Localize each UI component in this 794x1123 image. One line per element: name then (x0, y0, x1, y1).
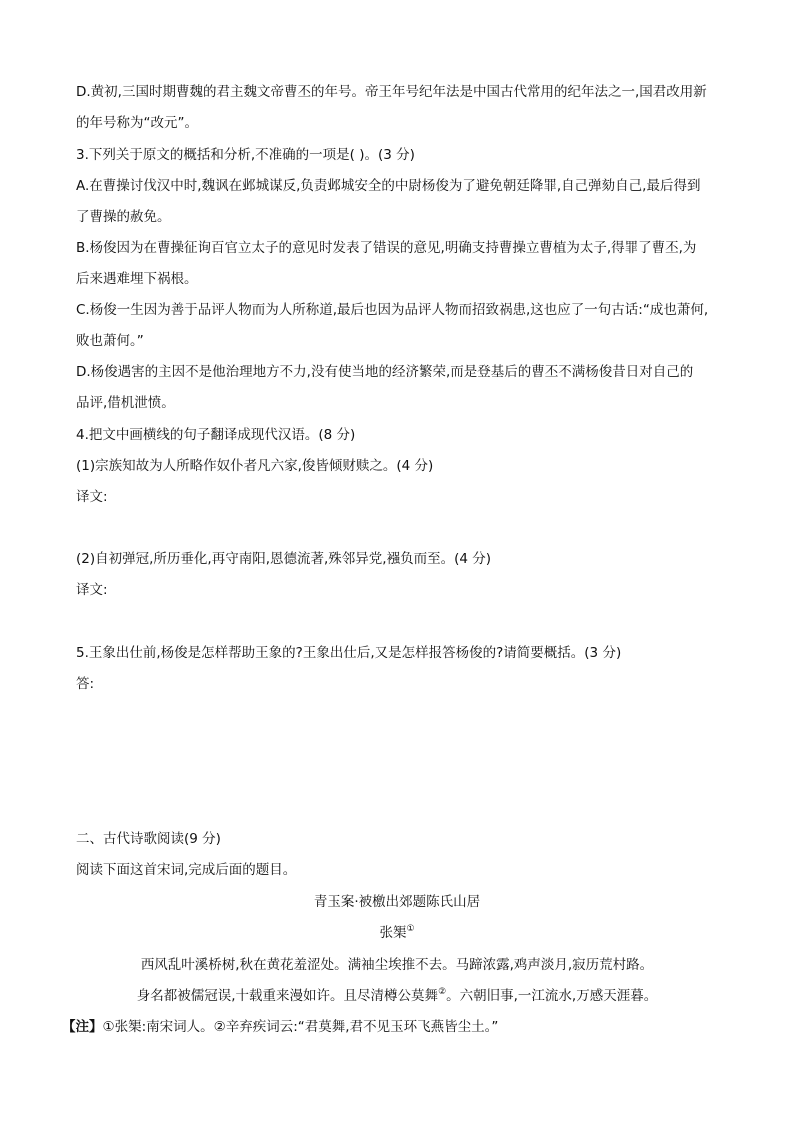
q2-option-d-line1: D.黄初,三国时期曹魏的君主魏文帝曹丕的年号。帝王年号纪年法是中国古代常用的纪年法之一,国君改用新 (76, 84, 707, 100)
q2-option-d-line2: 的年号称为“改元”。 (76, 115, 198, 131)
section2-heading: 二、古代诗歌阅读(9 分) (76, 831, 221, 847)
q4-sub1-answer-label: 译文: (76, 489, 108, 505)
q4-sub1: (1)宗族知故为人所略作奴仆者凡六家,俊皆倾财赎之。(4 分) (76, 458, 434, 474)
q3-option-d-line1: D.杨俊遇害的主因不是他治理地方不力,没有使当地的经济繁荣,而是登基后的曹丕不满杨俊昔日对自己的 (76, 364, 694, 380)
q4-sub2-answer-label: 译文: (76, 582, 108, 598)
poem-author-line (0, 923, 794, 943)
notes-text: ①张榘:南宋词人。②辛弃疾词云:“君莫舞,君不见玉环飞燕皆尘土。” (102, 1019, 499, 1035)
author-note-mark: ① (406, 924, 415, 934)
verse2-part1: 身名都被儒冠误,十载重来漫如许。且尽清樽公莫舞 (136, 988, 439, 1004)
q4-sub2: (2)自初弹冠,所历垂化,再守南阳,恩德流著,殊邻异党,襁负而至。(4 分) (76, 551, 491, 567)
q3-option-c-line1: C.杨俊一生因为善于品评人物而为人所称道,最后也因为品评人物而招致祸患,这也应了一句古话:“成也萧何, (76, 302, 709, 318)
q3-option-a-line1: A.在曹操讨伐汉中时,魏讽在邺城谋反,负责邺城安全的中尉杨俊为了避免朝廷降罪,自己弹劾自己,最后得到 (76, 178, 701, 194)
verse2-note-mark: ② (438, 987, 447, 997)
q3-option-b-line2: 后来遇难埋下祸根。 (76, 271, 198, 287)
poem-verse1: 西风乱叶溪桥树,秋在黄花羞涩处。满袖尘埃推不去。马蹄浓露,鸡声淡月,寂历荒村路。 (140, 957, 654, 973)
q4-stem: 4.把文中画横线的句子翻译成现代汉语。(8 分) (76, 427, 356, 443)
verse2-part2: 。六朝旧事,一江流水,万感天涯暮。 (446, 988, 658, 1004)
poem-notes (62, 1017, 712, 1037)
poem-author: 张榘 (379, 925, 407, 941)
q5-stem: 5.王象出仕前,杨俊是怎样帮助王象的?王象出仕后,又是怎样报答杨俊的?请简要概括。(3 分) (76, 645, 622, 661)
poem-verse2 (0, 986, 794, 1006)
poem-title: 青玉案·被檄出郊题陈氏山居 (313, 894, 481, 910)
section2-instruction: 阅读下面这首宋词,完成后面的题目。 (76, 862, 297, 878)
q3-option-b-line1: B.杨俊因为在曹操征询百官立太子的意见时发表了错误的意见,明确支持曹操立曹植为太子,得罪了曹丕,为 (76, 240, 697, 256)
q3-option-d-line2: 品评,借机泄愤。 (76, 395, 175, 411)
notes-label: 【注】 (62, 1019, 103, 1035)
q3-option-a-line2: 了曹操的赦免。 (76, 209, 171, 225)
q5-answer-label: 答: (76, 676, 95, 692)
q3-option-c-line2: 败也萧何。” (76, 333, 144, 349)
q3-stem: 3.下列关于原文的概括和分析,不准确的一项是( )。(3 分) (76, 147, 415, 163)
